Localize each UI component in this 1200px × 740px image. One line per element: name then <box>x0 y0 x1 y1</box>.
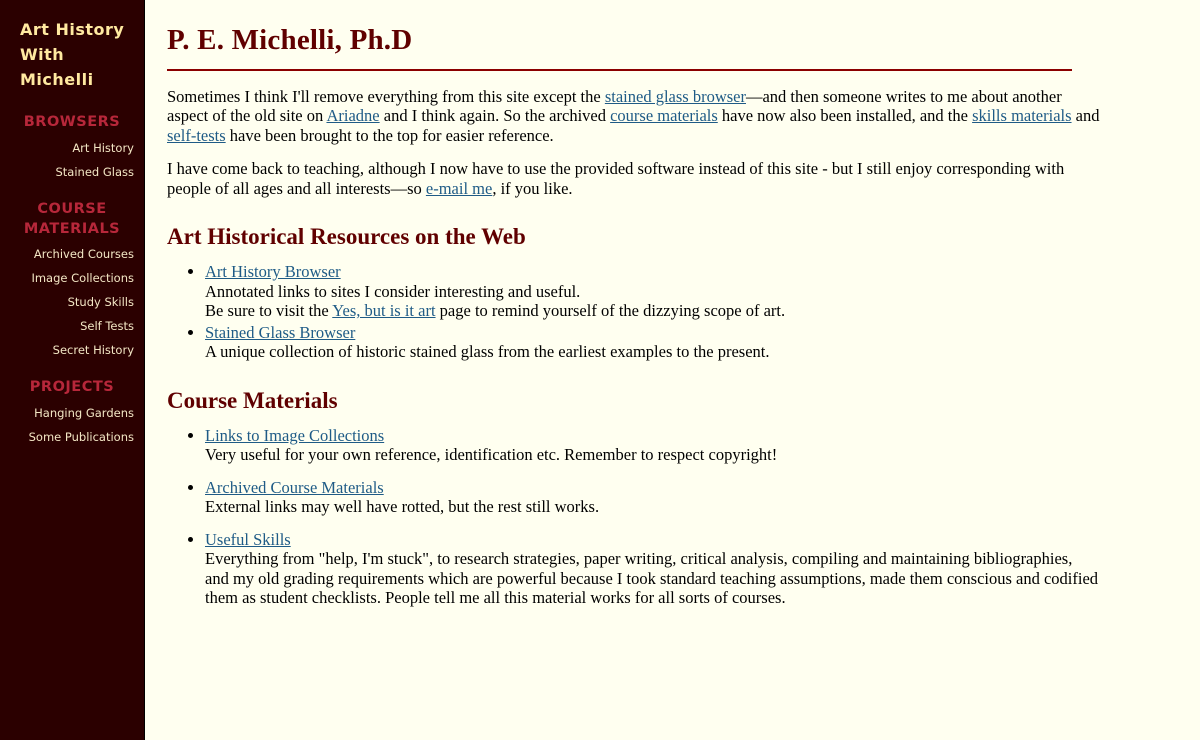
intro-text-8: , if you like. <box>492 178 573 198</box>
intro-text-1: Sometimes I think I'll remove everything from this site except the <box>167 87 605 106</box>
item-description-line-2 <box>205 301 1100 320</box>
link-course-materials[interactable]: course materials <box>610 106 718 126</box>
link-useful-skills[interactable]: Useful Skills <box>205 529 291 549</box>
sidebar-item-self-tests[interactable]: Self Tests <box>80 319 134 334</box>
item-description-line-1: Annotated links to sites I consider interesting and useful. <box>205 281 581 301</box>
link-stained-glass-browser[interactable]: stained glass browser <box>604 87 746 106</box>
intro-text-4: have now also been installed, and the <box>717 106 973 126</box>
sidebar-item-art-history[interactable]: Art History <box>72 140 134 155</box>
sidebar-item-some-publications[interactable]: Some Publications <box>28 429 134 444</box>
item-description-line-1: Very useful for your own reference, identification etc. Remember to respect copyright! <box>205 445 778 465</box>
page-title: P. E. Michelli, Ph.D <box>167 24 413 56</box>
site-title-line-2: With <box>20 44 65 64</box>
link-self-tests[interactable]: self-tests <box>167 125 226 145</box>
list-item <box>205 426 1100 465</box>
nav-group-title-course-materials <box>0 199 144 240</box>
nav-group-title-line-2: MATERIALS <box>23 220 121 237</box>
resource-list <box>167 262 1100 361</box>
main-content <box>145 0 1200 740</box>
sidebar-item-stained-glass[interactable]: Stained Glass <box>55 164 134 179</box>
list-item <box>205 478 1100 517</box>
link-art-history-browser[interactable]: Art History Browser <box>205 262 341 282</box>
list-item <box>205 530 1100 608</box>
sidebar-item-hanging-gardens[interactable]: Hanging Gardens <box>34 405 134 420</box>
link-skills-materials[interactable]: skills materials <box>972 106 1072 126</box>
desc-text-2: page to remind yourself of the dizzying scope of art. <box>435 301 786 321</box>
site-title-line-3: Michelli <box>20 69 94 89</box>
sidebar-item-secret-history[interactable]: Secret History <box>52 343 134 358</box>
section-heading-web-resources: Art Historical Resources on the Web <box>167 224 526 250</box>
intro-text-6: have been brought to the top for easier reference. <box>225 125 554 145</box>
course-materials-list <box>167 426 1100 608</box>
site-title-line-1: Art History <box>20 20 125 39</box>
intro-text-5: and <box>1071 106 1100 126</box>
sidebar-item-study-skills[interactable]: Study Skills <box>67 295 134 310</box>
item-description-line-1: External links may well have rotted, but the rest still works. <box>205 497 600 517</box>
intro-text-2: —and then someone writes to me about another aspect of the old site on <box>167 87 1062 126</box>
list-item <box>205 262 1100 320</box>
item-description-line-1: A unique collection of historic stained glass from the earliest examples to the present. <box>205 342 770 362</box>
section-heading-course-materials: Course Materials <box>167 387 338 413</box>
title-divider <box>167 69 1072 71</box>
item-description-line-1: Everything from "help, I'm stuck", to research strategies, paper writing, critical analysis, compiling and maintaining bibliographies, and my old grading requirements which are powerful because I took standard teaching assumptions, made them conscious and codified them as student checklists. People tell me all this material works for all sorts of courses. <box>205 549 1099 607</box>
link-image-collections[interactable]: Links to Image Collections <box>205 425 385 445</box>
nav-group-title-projects: PROJECTS <box>29 379 115 396</box>
list-item <box>205 323 1100 362</box>
sidebar-item-image-collections[interactable]: Image Collections <box>31 271 134 286</box>
sidebar-item-archived-courses[interactable]: Archived Courses <box>33 247 134 262</box>
intro-paragraph-2 <box>167 159 1100 198</box>
sidebar <box>0 0 145 740</box>
nav-group-title-line-1: COURSE <box>37 200 107 217</box>
desc-text-1: Be sure to visit the <box>205 301 333 321</box>
link-stained-glass-browser-item[interactable]: Stained Glass Browser <box>205 322 356 342</box>
link-email-me[interactable]: e-mail me <box>425 178 493 198</box>
site-title <box>0 0 144 92</box>
link-yes-but-is-it-art[interactable]: Yes, but is it art <box>332 301 436 321</box>
link-ariadne[interactable]: Ariadne <box>326 106 380 126</box>
intro-text-7: I have come back to teaching, although I now have to use the provided software instead of this site - but I still enjoy corresponding with people of all ages and all interests—so <box>167 159 1065 198</box>
intro-text-3: and I think again. So the archived <box>379 106 611 126</box>
nav-group-title-browsers: BROWSERS <box>23 114 121 131</box>
link-archived-course-materials[interactable]: Archived Course Materials <box>205 477 384 497</box>
intro-paragraph-1 <box>167 87 1100 145</box>
